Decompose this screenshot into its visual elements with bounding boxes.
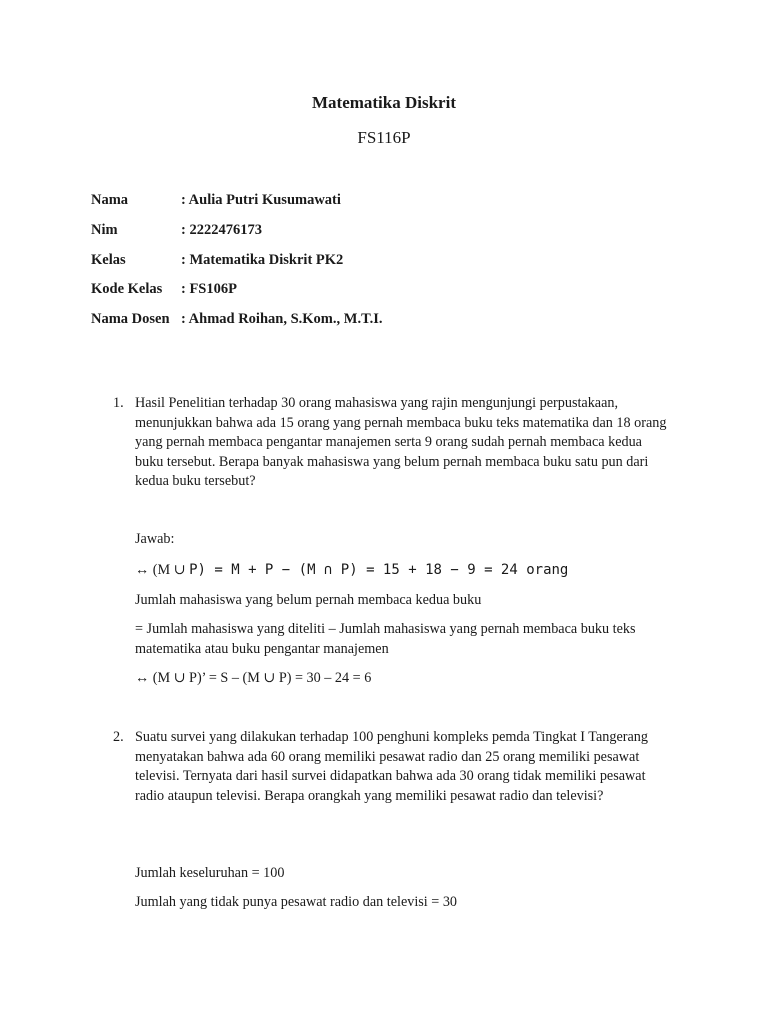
answer-result: ↔ (M ∪ P)’ = S – (M ∪ P) = 30 – 24 = 6 bbox=[135, 670, 372, 686]
course-code: FS116P bbox=[357, 128, 411, 147]
answer-paragraph: = Jumlah mahasiswa yang diteliti – Jumlah mahasiswa yang pernah membaca buku teks matematika atau buku pengantar manajemen bbox=[135, 621, 636, 657]
info-label: Nama bbox=[91, 192, 129, 209]
info-row-nim bbox=[91, 216, 383, 246]
question-text: Suatu survei yang dilakukan terhadap 100 penghuni kompleks pemda Tingkat I Tangerang menyatakan bahwa ada 60 orang memiliki pesawat radio dan 25 orang memiliki pesawat televisi. Ternyata dari hasil survei didapatkan bahwa ada 30 orang tidak memiliki pesawat radio ataupun televisi. Berapa orangkah yang memiliki pesawat radio dan televisi? bbox=[135, 729, 648, 804]
info-row-nama-dosen bbox=[91, 305, 383, 335]
info-label: Kelas bbox=[91, 251, 126, 268]
info-label: Nama Dosen bbox=[91, 311, 170, 328]
question-number: 2. bbox=[113, 729, 124, 745]
info-row-nama bbox=[91, 186, 383, 216]
student-info bbox=[91, 186, 383, 334]
answer-line: Jumlah mahasiswa yang belum pernah membaca kedua buku bbox=[135, 592, 482, 608]
formula-rest: P) = M + P − (M ∩ P) = 15 + 18 − 9 = 24 orang bbox=[189, 562, 569, 578]
info-row-kelas bbox=[91, 245, 383, 275]
info-value: : Aulia Putri Kusumawati bbox=[181, 192, 341, 209]
answer-line: Jumlah keseluruhan = 100 bbox=[135, 865, 285, 881]
info-value: : 2222476173 bbox=[181, 222, 262, 239]
answer-formula bbox=[135, 561, 568, 581]
info-label: Nim bbox=[91, 222, 118, 239]
info-value: : Matematika Diskrit PK2 bbox=[181, 251, 344, 268]
answer-line: Jumlah yang tidak punya pesawat radio dan televisi = 30 bbox=[135, 894, 458, 910]
document-title: Matematika Diskrit bbox=[311, 93, 456, 112]
info-row-kode-kelas bbox=[91, 275, 383, 305]
formula-prefix: ↔ (M ∪ bbox=[135, 562, 190, 578]
question-number: 1. bbox=[113, 395, 124, 411]
info-value: : FS106P bbox=[181, 281, 237, 298]
info-value: : Ahmad Roihan, S.Kom., M.T.I. bbox=[181, 311, 383, 328]
answer-label: Jawab: bbox=[135, 531, 175, 547]
question-text: Hasil Penelitian terhadap 30 orang mahasiswa yang rajin mengunjungi perpustakaan, menunjukkan bahwa ada 15 orang yang pernah membaca buku teks matematika dan 18 orang yang pernah membaca pengantar manajemen serta 9 orang sudah pernah membaca kedua buku tersebut. Berapa banyak mahasiswa yang belum pernah membaca buku satu pun dari kedua buku tersebut? bbox=[135, 395, 667, 490]
info-label: Kode Kelas bbox=[91, 281, 163, 298]
